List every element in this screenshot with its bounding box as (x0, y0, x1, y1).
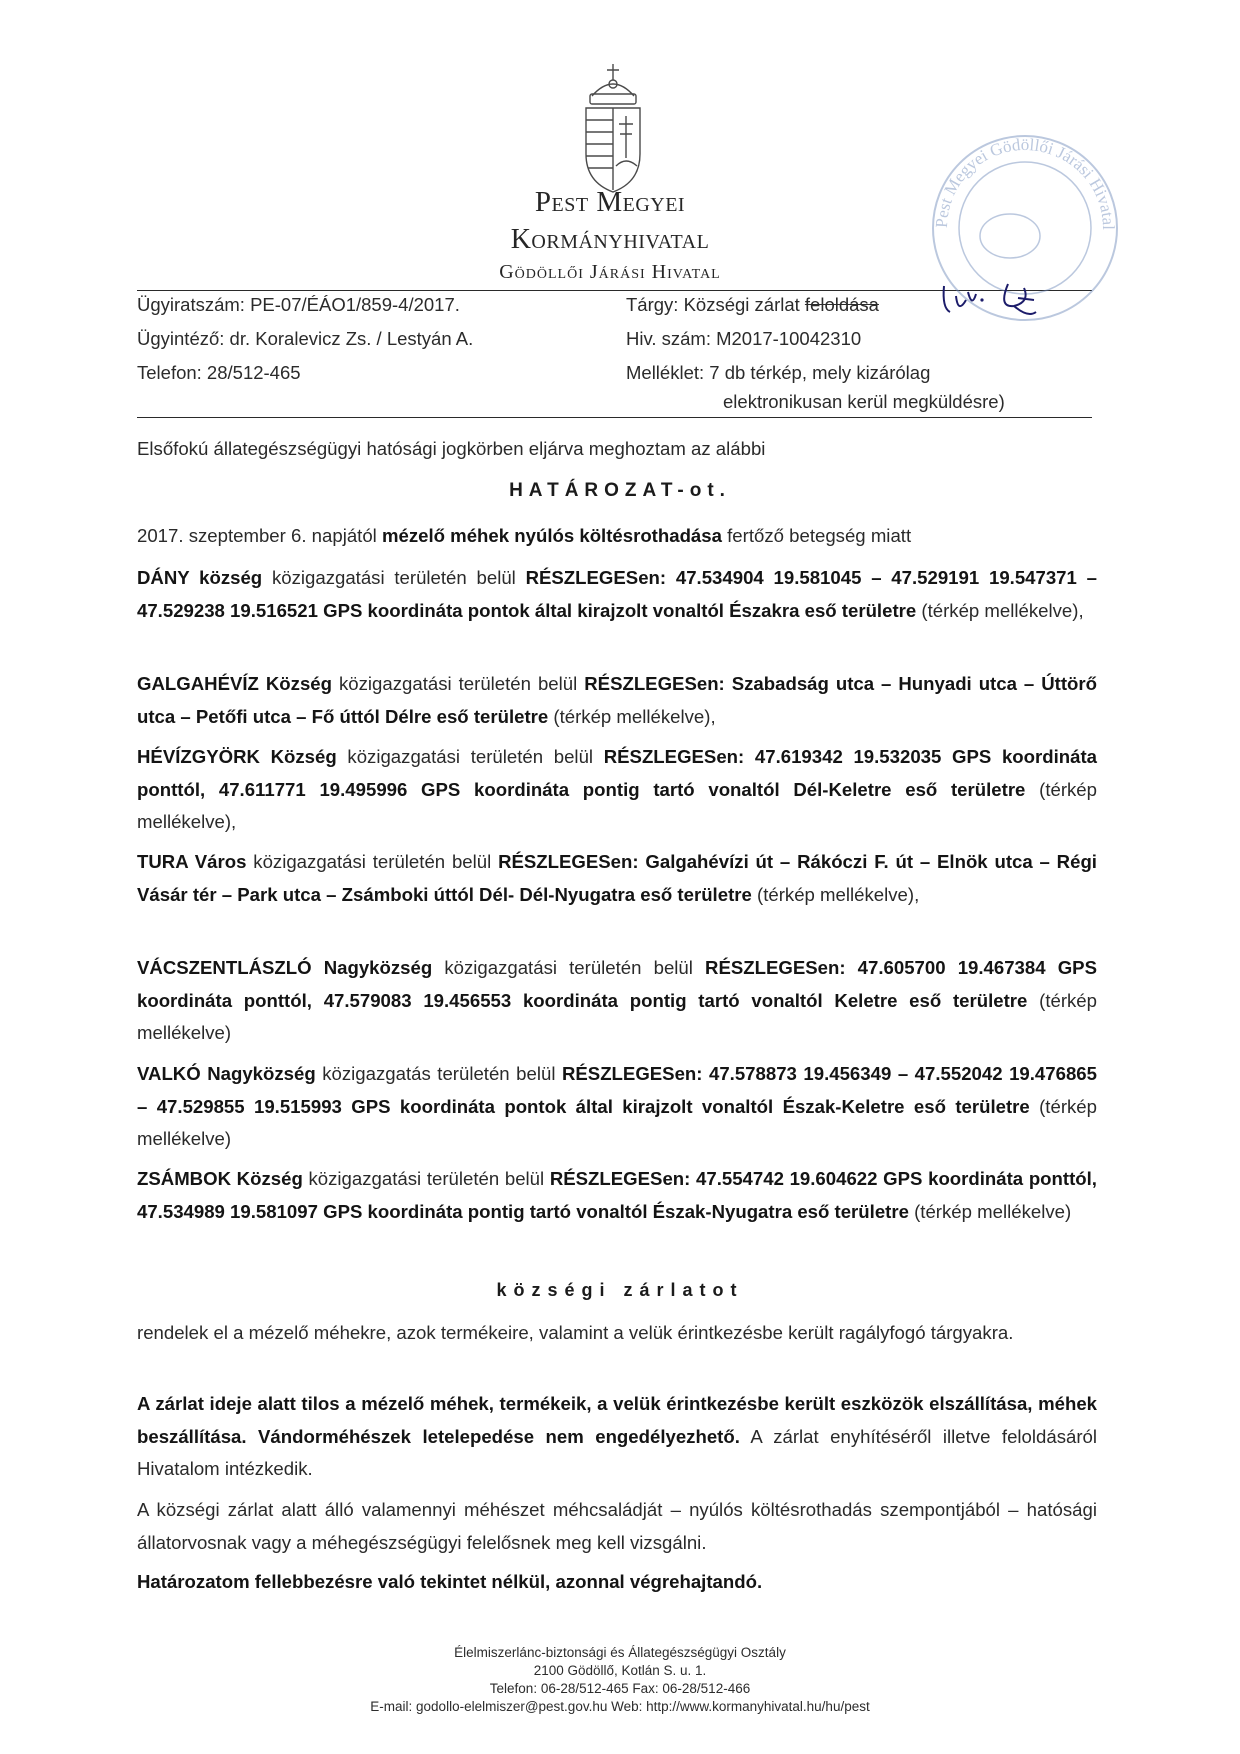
area-name: VÁCSZENTLÁSZLÓ Nagyközség (137, 957, 433, 978)
office-name-line1: Pest Megyei (534, 186, 686, 218)
final-statement: Határozatom fellebbezésre való tekintet nélkül, azonnal végrehajtandó. (137, 1571, 763, 1592)
footer-email-web: E-mail: godollo-elelmiszer@pest.gov.hu Web: http://www.kormanyhivatal.hu/hu/pest (370, 1699, 870, 1714)
subject-struck-word: feloldása (804, 294, 879, 315)
area-name: DÁNY község (137, 567, 263, 588)
area-name: HÉVÍZGYÖRK Község (137, 746, 337, 767)
prohibition-paragraph (137, 1388, 1097, 1486)
area-scope: RÉSZLEGESen: 47.578873 19.456349 – 47.552042 19.476865 – 47.529855 19.515993 GPS koordináta pontok által kirajzolt vonaltól Észak-Keletre eső területre (137, 1063, 1097, 1117)
case-number: Ügyiratszám: PE-07/ÉÁO1/859-4/2017. (137, 294, 460, 315)
intro-text: Elsőfokú állategészségügyi hatósági jogkörben eljárva meghoztam az alábbi (137, 438, 766, 459)
office-name-line3: Gödöllői Járási Hivatal (499, 261, 721, 283)
area-admin: közigazgatási területén belül (302, 1168, 550, 1189)
meta-rule (137, 417, 1092, 418)
subject-label: Tárgy: Községi zárlat (626, 294, 805, 315)
area-name: VALKÓ Nagyközség (137, 1063, 316, 1084)
date-prefix: 2017. szeptember 6. napjától (137, 525, 382, 546)
area-paragraph (137, 952, 1097, 1050)
area-admin: közigazgatási területén belül (246, 851, 499, 872)
footer-phone-fax: Telefon: 06-28/512-465 Fax: 06-28/512-466 (489, 1681, 751, 1696)
area-paragraph (137, 846, 1097, 911)
area-map-note: (térkép mellékelve), (548, 705, 716, 727)
area-paragraph (137, 668, 1097, 733)
signature-icon (938, 278, 1048, 326)
date-line (137, 520, 1097, 553)
area-scope: RÉSZLEGESen: Galgahévízi út – Rákóczi F. út – Elnök utca – Régi Vásár tér – Park utca – Zsámboki úttól Dél- Dél-Nyugatra eső területre (137, 851, 1097, 905)
area-name: GALGAHÉVÍZ Község (137, 673, 332, 694)
stamp-text: Pest Megyei Gödöllői Járási Hivatal (931, 134, 1119, 231)
area-scope: RÉSZLEGESen: 47.554742 19.604622 GPS koordináta ponttól, 47.534989 19.581097 GPS koordináta pontig tartó vonaltól Észak-Nyugatra eső területre (137, 1168, 1097, 1222)
closure-title: községi zárlatot (496, 1280, 744, 1300)
area-map-note: (térkép mellékelve), (137, 778, 1097, 832)
area-name: TURA Város (137, 851, 247, 872)
area-paragraph (137, 741, 1097, 839)
area-map-note: (térkép mellékelve) (137, 1095, 1097, 1149)
area-paragraph (137, 1163, 1097, 1228)
attachment-line2: elektronikusan kerül megküldésre) (723, 391, 1005, 412)
area-scope: RÉSZLEGESen: 47.534904 19.581045 – 47.529191 19.547371 – 47.529238 19.516521 GPS koordináta pontok által kirajzolt vonaltól Északra eső területre (137, 567, 1097, 621)
area-map-note: (térkép mellékelve), (916, 599, 1084, 621)
subject-line (626, 296, 879, 315)
attachment-line1: Melléklet: 7 db térkép, mely kizárólag (626, 362, 931, 383)
area-scope: RÉSZLEGESen: Szabadság utca – Hunyadi utca – Úttörő utca – Petőfi utca – Fő úttól Délre eső területre (137, 673, 1097, 727)
phone-number: Telefon: 28/512-465 (137, 362, 301, 383)
inspection-text: A községi zárlat alatt álló valamennyi méhészet méhcsaládját – nyúlós költésrothadás szempontjából – hatósági állatorvosnak vagy a méhegészségügyi felelősnek meg kell vizsgálni. (137, 1499, 1097, 1553)
coat-of-arms-icon (572, 58, 654, 198)
area-paragraph (137, 562, 1097, 627)
area-scope: RÉSZLEGESen: 47.605700 19.467384 GPS koordináta ponttól, 47.579083 19.456553 koordináta pontig tartó vonaltól Keletre eső területre (137, 957, 1097, 1011)
area-admin: közigazgatás területén belül (315, 1063, 562, 1084)
reference-number: Hiv. szám: M2017-10042310 (626, 328, 862, 349)
area-admin: közigazgatási területén belül (336, 746, 604, 767)
area-map-note: (térkép mellékelve), (751, 883, 920, 905)
case-officer: Ügyintéző: dr. Koralevicz Zs. / Lestyán A. (137, 328, 474, 349)
area-paragraph (137, 1058, 1097, 1156)
area-scope: RÉSZLEGESen: 47.619342 19.532035 GPS koordináta ponttól, 47.611771 19.495996 GPS koordináta pontig tartó vonaltól Dél-Keletre eső területre (137, 746, 1097, 800)
area-map-note: (térkép mellékelve) (137, 989, 1097, 1043)
area-admin: közigazgatási területén belül (332, 673, 585, 694)
footer-department: Élelmiszerlánc-biztonsági és Állategészségügyi Osztály (454, 1645, 786, 1660)
area-map-note: (térkép mellékelve) (908, 1200, 1072, 1222)
area-admin: közigazgatási területén belül (432, 957, 706, 978)
prohibition-bold: A zárlat ideje alatt tilos a mézelő méhek, termékeik, a velük érintkezésbe került eszközök elszállítása, méhek beszállítása. Vándorméhészek letelepedése nem engedélyezhető. (137, 1393, 1097, 1447)
area-admin: közigazgatási területén belül (262, 567, 526, 588)
order-text: rendelek el a mézelő méhekre, azok termékeire, valamint a velük érintkezésbe került ragályfogó tárgyakra. (137, 1322, 1014, 1343)
disease-name: mézelő méhek nyúlós költésrothadása (381, 525, 722, 546)
decision-title: HATÁROZAT-ot. (509, 480, 731, 501)
date-suffix: fertőző betegség miatt (721, 525, 912, 546)
footer-address: 2100 Gödöllő, Kotlán S. u. 1. (533, 1663, 707, 1678)
prohibition-normal: A zárlat enyhítéséről illetve feloldásáról Hivatalom intézkedik. (137, 1425, 1097, 1479)
area-name: ZSÁMBOK Község (137, 1168, 303, 1189)
office-name-line2: Kormányhivatal (510, 224, 710, 255)
